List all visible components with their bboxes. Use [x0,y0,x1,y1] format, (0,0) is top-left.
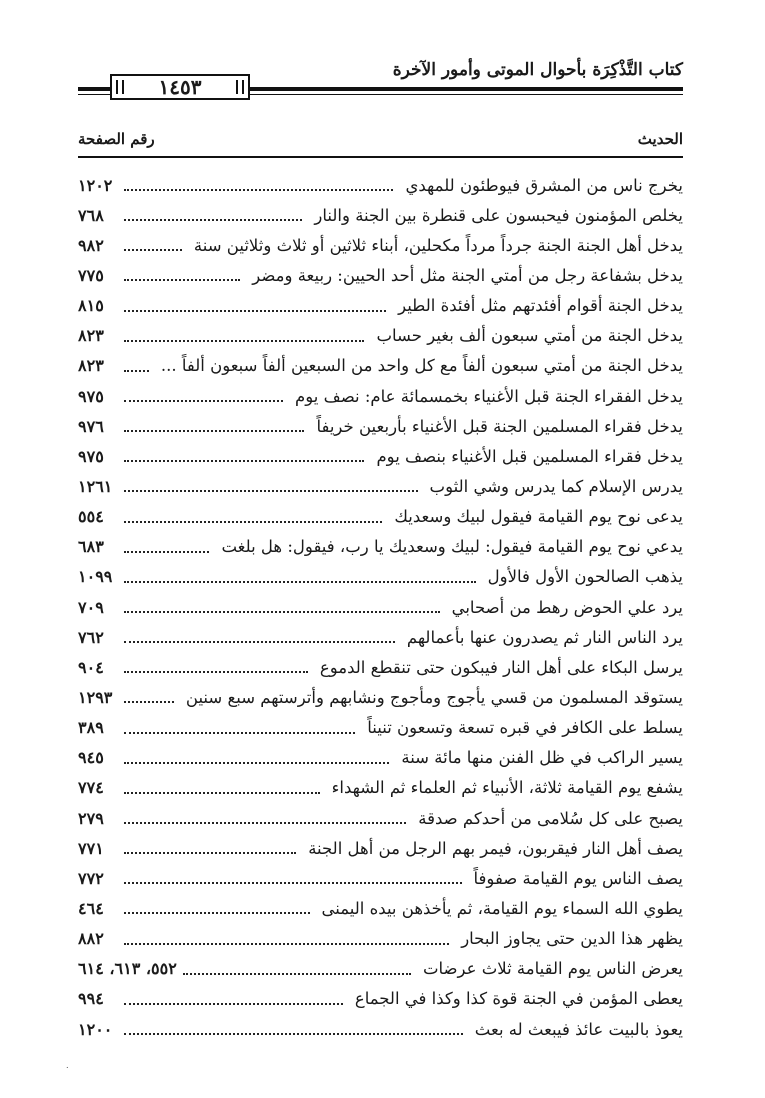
entry-hadith-text: يرد علي الحوض رهط من أصحابي [451,597,683,617]
index-entry [78,170,683,200]
entry-dot-leader [124,641,395,643]
entry-page-number: ٧٦٨ [78,205,104,225]
entry-page-number: ١٢٠٠ [78,1019,113,1039]
entry-hadith-text: يدخل بشفاعة رجل من أمتي الجنة مثل أحد الحيين: ربيعة ومضر [252,265,683,285]
entry-dot-leader [124,581,476,583]
entry-page-number: ٨٢٣ [78,326,104,346]
page-number-box [110,74,250,100]
entry-hadith-text: يشفع يوم القيامة ثلاثة، الأنبياء ثم العلماء ثم الشهداء [331,778,683,798]
index-entry [78,230,683,260]
column-header-hadith: الحديث [637,130,683,148]
entry-hadith-text: يرد الناس النار ثم يصدرون عنها بأعمالهم [406,627,683,647]
entry-hadith-text: يعوذ بالبيت عائذ فيبعث له بعث [474,1019,683,1039]
index-entry [78,773,683,803]
index-entry [78,381,683,411]
entry-dot-leader [124,792,320,794]
entry-page-number: ٥٥٢، ٦١٣، ٦١٤ [78,959,177,979]
entry-dot-leader [124,490,418,492]
entry-page-number: ١٠٩٩ [78,567,113,587]
entry-hadith-text: يصبح على كل سُلامى من أحدكم صدقة [418,808,683,828]
entry-page-number: ١٢٠٢ [78,175,113,195]
index-entry [78,562,683,592]
index-entry [78,502,683,532]
entry-hadith-text: يدخل فقراء المسلمين قبل الأغنياء بنصف يوم [376,446,683,466]
entry-dot-leader [124,521,382,523]
index-entry [78,984,683,1014]
entry-hadith-text: يدخل الجنة من أمتي سبعون ألفاً مع كل واحد من السبعين ألفاً سبعون ألفاً ... [160,356,683,376]
index-entry [78,471,683,501]
index-entry [78,411,683,441]
entry-page-number: ٩٠٤ [78,657,104,677]
column-header-page-number: رقم الصفحة [78,130,155,148]
entry-page-number: ٦٨٣ [78,537,104,557]
entry-hadith-text: يذهب الصالحون الأول فالأول [487,567,683,587]
entry-dot-leader [124,189,393,191]
entry-page-number: ٧٧٤ [78,778,104,798]
entry-dot-leader [124,732,355,734]
entry-page-number: ١٢٦١ [78,476,113,496]
entry-dot-leader [124,822,406,824]
entry-hadith-text: يدخل الجنة من أمتي سبعون ألف بغير حساب [376,326,683,346]
index-entry [78,441,683,471]
entry-hadith-text: يسلط على الكافر في قبره تسعة وتسعون تنيناً [367,718,683,738]
entry-dot-leader [124,852,296,854]
entry-page-number: ٨١٥ [78,296,104,316]
entry-page-number: ٨٨٢ [78,929,104,949]
entry-hadith-text: يظهر هذا الدين حتى يجاوز البحار [461,929,683,949]
index-entry [78,924,683,954]
entry-dot-leader [124,912,310,914]
entry-page-number: ٧٦٢ [78,627,104,647]
index-entry [78,652,683,682]
index-entry [78,682,683,712]
entry-dot-leader [124,551,209,553]
entry-hadith-text: يصف الناس يوم القيامة صفوفاً [473,868,683,888]
entry-page-number: ٢٧٩ [78,808,104,828]
entry-dot-leader [124,882,462,884]
corner-mark: . [66,1061,69,1070]
entry-hadith-text: يعطى المؤمن في الجنة قوة كذا وكذا في الجماع [354,989,683,1009]
index-entry [78,532,683,562]
index-entry [78,863,683,893]
entry-dot-leader [124,279,240,281]
page-number: ١٤٥٣ [158,75,202,99]
index-entry [78,713,683,743]
column-headers [78,130,683,154]
entry-hadith-text: يصف أهل النار فيقربون، فيمر بهم الرجل من أهل الجنة [308,838,683,858]
entry-page-number: ٨٢٣ [78,356,104,376]
page-header [78,50,683,102]
entry-hadith-text: يدرس الإسلام كما يدرس وشي الثوب [429,476,683,496]
entry-page-number: ٤٦٤ [78,898,104,918]
entry-hadith-text: يرسل البكاء على أهل النار فيبكون حتى تنقطع الدموع [319,657,683,677]
index-entry [78,200,683,230]
entry-page-number: ٣٨٩ [78,718,104,738]
index-entry [78,1014,683,1044]
hadith-index-list [78,170,683,1044]
entry-page-number: ٩٧٦ [78,416,104,436]
entry-page-number: ٩٤٥ [78,748,104,768]
entry-hadith-text: يعرض الناس يوم القيامة ثلاث عرضات [422,959,683,979]
index-entry [78,291,683,321]
entry-hadith-text: يدعي نوح يوم القيامة فيقول: لبيك وسعديك يا رب، فيقول: هل بلغت [221,537,683,557]
entry-page-number: ٥٥٤ [78,507,104,527]
index-entry [78,622,683,652]
entry-dot-leader [124,340,364,342]
entry-hadith-text: يخلص المؤمنون فيحبسون على قنطرة بين الجنة والنار [314,205,683,225]
index-entry [78,260,683,290]
entry-dot-leader [124,1033,463,1035]
entry-dot-leader [124,219,302,221]
entry-hadith-text: يستوقد المسلمون من قسي يأجوج ومأجوج ونشابهم وأترستهم سبع سنين [185,687,683,707]
entry-dot-leader [124,1003,343,1005]
entry-dot-leader [124,701,174,703]
entry-hadith-text: يخرج ناس من المشرق فيوطئون للمهدي [405,175,683,195]
entry-dot-leader [124,310,386,312]
entry-dot-leader [124,611,440,613]
entry-page-number: ٩٧٥ [78,446,104,466]
entry-page-number: ٩٩٤ [78,989,104,1009]
index-entry [78,803,683,833]
entry-hadith-text: يدخل الجنة أقوام أفئدتهم مثل أفئدة الطير [398,296,683,316]
entry-dot-leader [124,370,149,372]
entry-dot-leader [124,671,308,673]
entry-hadith-text: يدخل الفقراء الجنة قبل الأغنياء بخمسمائة عام: نصف يوم [295,386,683,406]
index-entry [78,893,683,923]
index-entry [78,954,683,984]
index-entry [78,743,683,773]
index-entry [78,321,683,351]
entry-dot-leader [124,249,182,251]
entry-page-number: ٩٨٢ [78,235,104,255]
index-entry [78,592,683,622]
index-entry [78,351,683,381]
entry-dot-leader [124,460,364,462]
entry-page-number: ٧٧١ [78,838,104,858]
column-header-rule [78,156,683,158]
index-entry [78,833,683,863]
entry-page-number: ٩٧٥ [78,386,104,406]
entry-hadith-text: يدخل فقراء المسلمين الجنة قبل الأغنياء بأربعين خريفاً [316,416,683,436]
entry-dot-leader [124,400,283,402]
entry-dot-leader [124,943,449,945]
entry-dot-leader [183,973,411,975]
entry-page-number: ٧٧٢ [78,868,104,888]
book-title: كتاب التَّذْكِرَة بأحوال الموتى وأمور الآخرة [392,60,683,80]
entry-page-number: ١٢٩٣ [78,687,113,707]
entry-hadith-text: يسير الراكب في ظل الفنن منها مائة سنة [401,748,683,768]
entry-hadith-text: يدعى نوح يوم القيامة فيقول لبيك وسعديك [394,507,683,527]
entry-hadith-text: يطوي الله السماء يوم القيامة، ثم يأخذهن بيده اليمنى [321,898,683,918]
entry-page-number: ٧٧٥ [78,265,104,285]
entry-hadith-text: يدخل أهل الجنة الجنة جرداً مرداً مكحلين، أبناء ثلاثين أو ثلاث وثلاثين سنة [193,235,683,255]
entry-dot-leader [124,430,304,432]
entry-page-number: ٧٠٩ [78,597,104,617]
entry-dot-leader [124,762,389,764]
